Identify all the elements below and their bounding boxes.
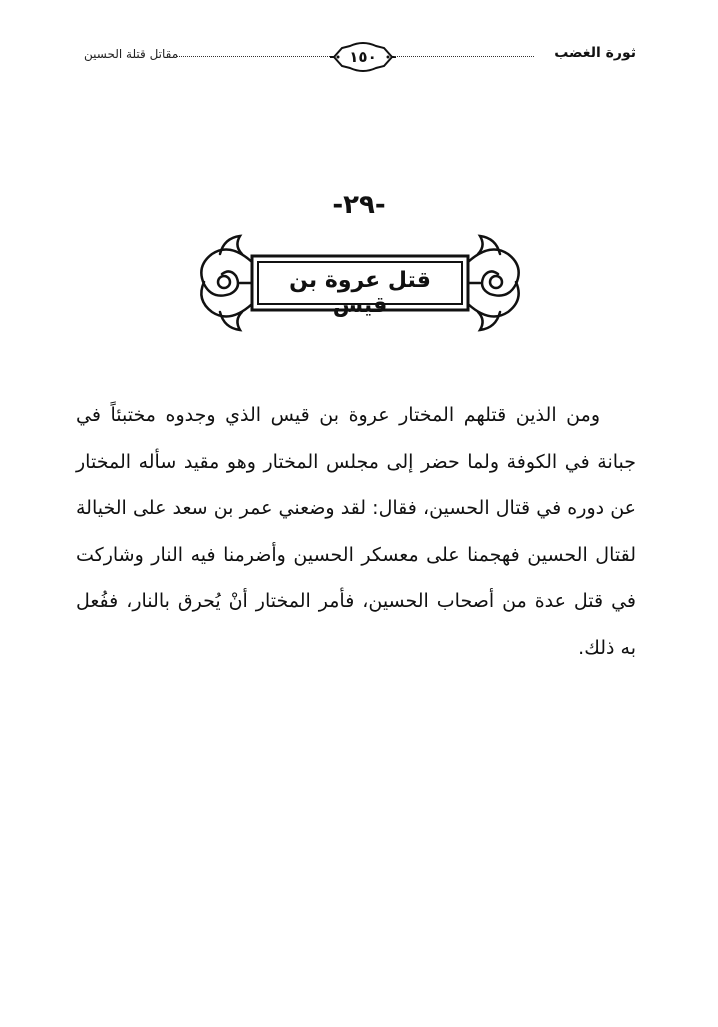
chapter-title: مقاتل قتلة الحسين (84, 47, 179, 61)
section-number: -٢٩- (332, 190, 386, 220)
header-dotted-leader-right (394, 56, 534, 57)
header-dotted-leader-left (176, 56, 334, 57)
book-title: ثورة الغضب (554, 45, 636, 61)
body-paragraph (76, 392, 636, 671)
section-title: قتل عروة بن قيس (289, 268, 431, 318)
paragraph-text: ومن الذين قتلهم المختار عروة بن قيس الذي وجدوه مختبئاً في جبانة في الكوفة ولما حضر إلى مجلس المختار وهو مقيد سأله المختار عن دوره في قتال الحسين، فقال: لقد وضعني عمر بن سعد على الخيالة لقتال الحسين فهجمنا على معسكر الحسين وأضرمنا فيه النار وشاركت في قتل عدة من أصحاب الحسين، فأمر المختار أنْ يُحرق بالنار، ففُعل به ذلك. (76, 404, 636, 659)
running-header (84, 38, 636, 80)
page-number: ١٥٠ (349, 48, 377, 66)
paragraph-indent (600, 404, 636, 426)
page-number-ornament (330, 38, 396, 76)
title-cartouche (190, 232, 530, 332)
